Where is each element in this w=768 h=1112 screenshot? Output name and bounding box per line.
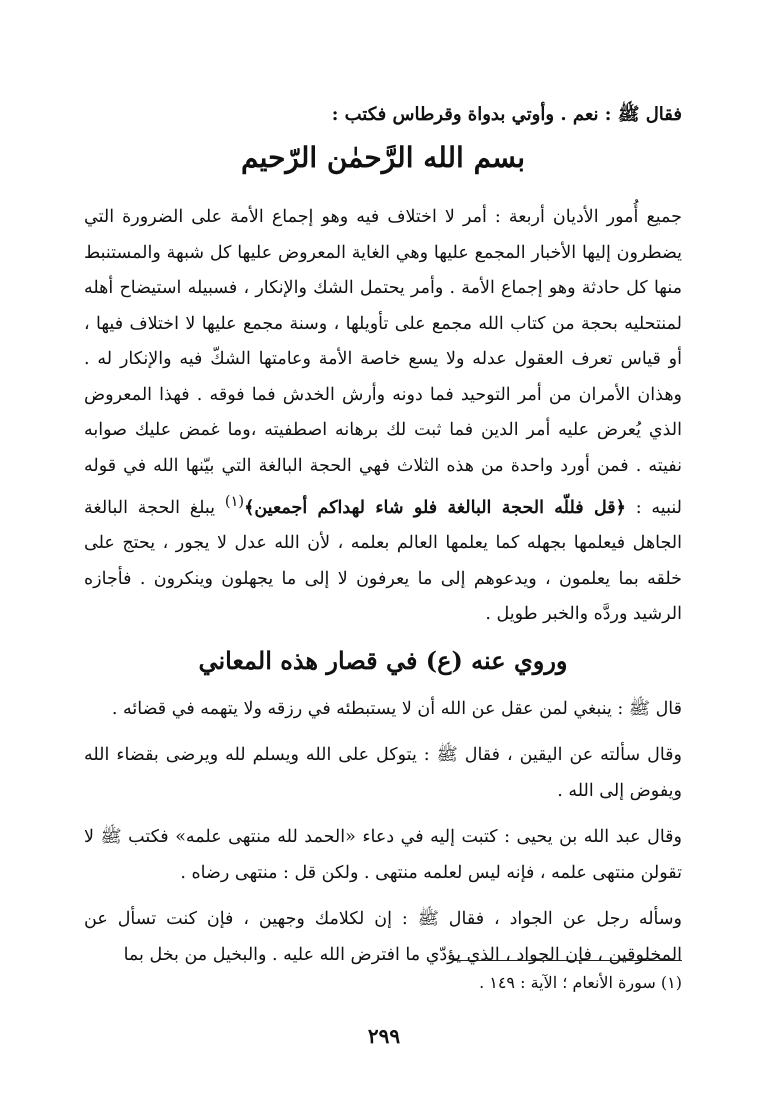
footnote: (١) سورة الأنعام ؛ الآية : ١٤٩ .	[479, 973, 682, 992]
main-paragraph-part2: يبلغ الحجة البالغة الجاهل فيعلمها بجهله كما يعلمها العالم بعلمه ، لأن الله عدل لا يجور ، يحتج على خلقه بما يعلمون ، ويدعوهم إلى ما يعرفون لا إلى ما يجهلون وينكرون . فأجازه الرشيد وردَّه والخبر طويل .	[84, 497, 682, 625]
main-paragraph	[84, 200, 682, 633]
main-paragraph-part1: جميع أُمور الأديان أربعة : أمر لا اختلاف فيه وهو إجماع الأمة على الضرورة التي يضطرون إليها الأخبار المجمع عليها وهي الغاية المعروض عليها كل شبهة والمستنبط منها كل حادثة وهو إجماع الأمة . وأمر يحتمل الشك والإنكار ، فسبيله استيضاح أهله لمنتحليه بحجة من كتاب الله مجمع على تأويلها ، وسنة مجمع عليها لا اختلاف فيها ، أو قياس تعرف العقول عدله ولا يسع خاصة الأمة وعامتها الشكّ فيه والإنكار له . وهذان الأمران من أمر التوحيد فما دونه وأرش الخدش فما فوقه . فهذا المعروض الذي يُعرض عليه أمر الدين فما ثبت لك برهانه اصطفيته ،وما غمض عليك صوابه نفيته . فمن أورد واحدة من هذه الثلاث فهي الحجة البالغة التي بيّنها الله في قوله لنبيه :	[84, 207, 682, 518]
saying-3: وقال عبد الله بن يحيى : كتبت إليه في دعاء «الحمد لله منتهى علمه» فكتب ﷺ لا تقولن منتهى علمه ، فإنه ليس لعلمه منتهى . ولكن قل : منتهى رضاه .	[84, 826, 682, 883]
footnote-divider	[454, 960, 682, 961]
page-number: ٢٩٩	[367, 1024, 401, 1048]
saying-2: وقال سألته عن اليقين ، فقال ﷺ : يتوكل على الله ويسلم لله ويرضى بقضاء الله ويفوض إلى الله .	[84, 744, 682, 801]
saying-4: وسأله رجل عن الجواد ، فقال ﷺ : إن لكلامك وجهين ، فإن كنت تسأل عن المخلوقين ، فإن الجواد ، الذي يؤدّي ما افترض الله عليه . والبخيل من بخل بما	[84, 908, 682, 965]
quran-quote: ﴿قل فللّه الحجة البالغة فلو شاء لهداكم أجمعين﴾	[244, 497, 626, 518]
intro-line: فقال ﷺ : نعم . وأوتي بدواة وقرطاس فكتب :	[331, 104, 682, 125]
page-body	[84, 100, 682, 983]
saying-1: قال ﷺ : ينبغي لمن عقل عن الله أن لا يستبطئه في رزقه ولا يتهمه في قضائه .	[111, 698, 682, 719]
footnote-ref: (١)	[224, 493, 245, 510]
basmala-heading: بسم الله الرَّحمٰن الرّحيم	[241, 141, 525, 174]
section-heading: وروي عنه (ع) في قصار هذه المعاني	[198, 645, 568, 675]
